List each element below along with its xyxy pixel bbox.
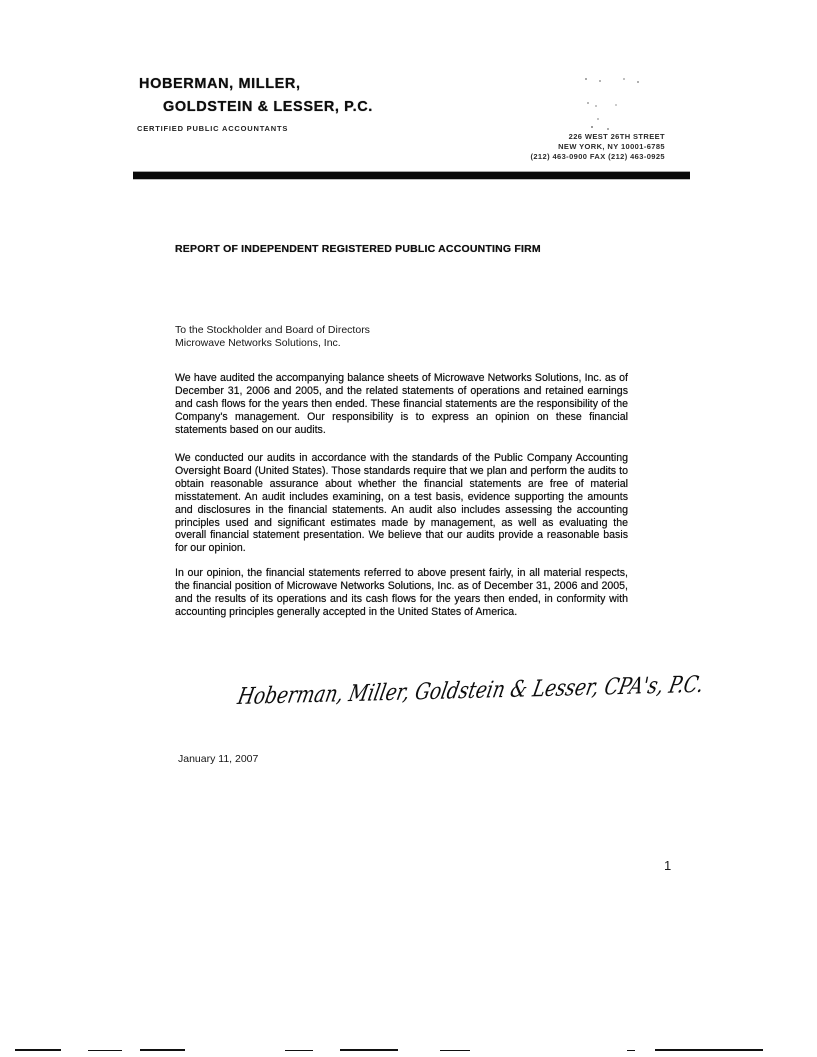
paragraph-audit-scope: We have audited the accompanying balance sheets of Microwave Networks Solutions, Inc. as of December 31, 2006 and 2005, and the related statements of operations and retained earnings and cash flows for the years then ended. These financial statements are the responsibility of the Company's management. Our responsibility is to express an opinion on these financial statements based on our audits.: [175, 372, 628, 436]
scan-line-fragment: [340, 1049, 398, 1051]
scan-line-fragment: [140, 1049, 185, 1051]
paragraph-opinion: In our opinion, the financial statements referred to above present fairly, in all material respects, the financial position of Microwave Networks Solutions, Inc. as of December 31, 2006 and 2005, and the results of its operations and its cash flows for the years then ended, in conformity with accounting principles generally accepted in the United States of America.: [175, 567, 628, 618]
letterhead-firm-name-line2: GOLDSTEIN & LESSER, P.C.: [163, 99, 373, 115]
page-number: 1: [664, 858, 672, 873]
scan-line-fragment: [655, 1049, 763, 1051]
letterhead-address-phone: (212) 463-0900 FAX (212) 463-0925: [530, 152, 665, 161]
scan-line-fragment: [627, 1050, 635, 1051]
letterhead-divider-rule: [133, 172, 690, 179]
letterhead-subtitle: CERTIFIED PUBLIC ACCOUNTANTS: [137, 124, 289, 133]
scan-line-fragment: [88, 1050, 122, 1051]
handwritten-signature: Hoberman, Miller, Goldstein & Lesser, CPA's, P.C.: [235, 671, 706, 710]
letterhead-firm-name-line1: HOBERMAN, MILLER,: [139, 76, 301, 92]
addressee-block: [175, 324, 370, 350]
report-title: REPORT OF INDEPENDENT REGISTERED PUBLIC ACCOUNTING FIRM: [175, 243, 541, 255]
letterhead-address-block: [530, 132, 665, 162]
addressee-line-2: Microwave Networks Solutions, Inc.: [175, 337, 341, 349]
scan-line-fragment: [440, 1050, 470, 1051]
scan-line-fragment: [15, 1049, 61, 1051]
addressee-line-1: To the Stockholder and Board of Directors: [175, 324, 370, 336]
letterhead-address-city: NEW YORK, NY 10001-6785: [558, 142, 665, 151]
report-date: January 11, 2007: [178, 753, 259, 765]
scan-line-fragment: [285, 1050, 313, 1051]
paragraph-audit-standards: We conducted our audits in accordance with the standards of the Public Company Accounting Oversight Board (United States). Those standards require that we plan and perform the audits to obtain reasonable assurance about whether the financial statements are free of material misstatement. An audit includes examining, on a test basis, evidence supporting the amounts and disclosures in the financial statements. An audit also includes assessing the accounting principles used and significant estimates made by management, as well as evaluating the overall financial statement presentation. We believe that our audits provide a reasonable basis for our opinion.: [175, 452, 628, 555]
letterhead-address-street: 226 WEST 26TH STREET: [568, 132, 665, 141]
scan-noise-artifacts: [585, 78, 587, 80]
